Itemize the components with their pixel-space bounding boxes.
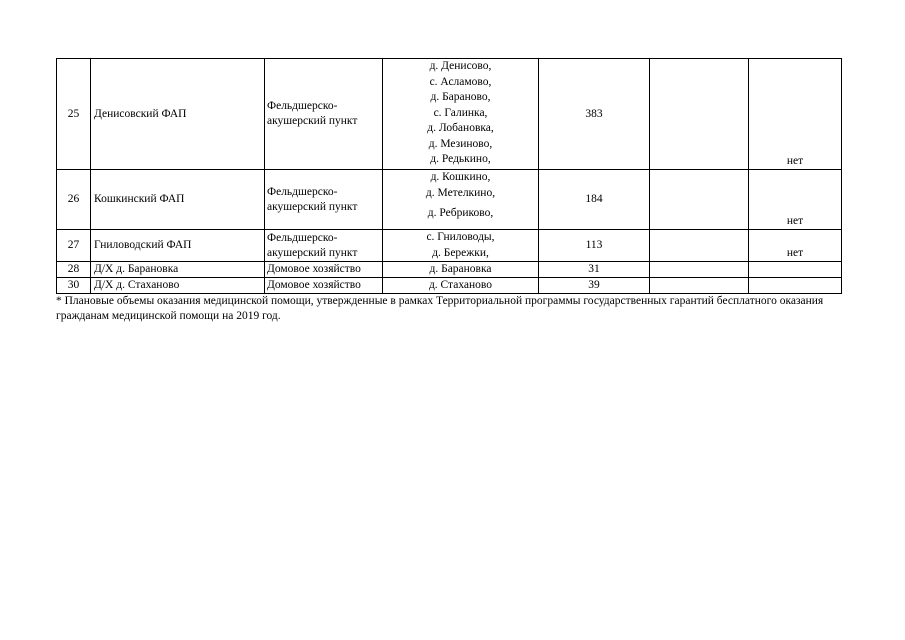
facility-type bbox=[265, 230, 383, 262]
empty-cell bbox=[650, 59, 749, 170]
table-row bbox=[57, 262, 842, 278]
settlement: д. Бережки, bbox=[432, 246, 489, 259]
population-cell: 31 bbox=[539, 262, 650, 278]
settlement: д. Метелкино, bbox=[425, 186, 496, 199]
settlements-cell bbox=[383, 170, 539, 230]
empty-cell bbox=[650, 170, 749, 230]
row-number: 30 bbox=[57, 278, 91, 294]
facility-type-line: Фельдшерско- bbox=[267, 185, 338, 198]
settlement: д. Денисово, bbox=[429, 60, 492, 72]
facility-type: Домовое хозяйство bbox=[265, 262, 383, 278]
table-row bbox=[57, 278, 842, 294]
table-row bbox=[57, 230, 842, 262]
row-number: 25 bbox=[57, 59, 91, 170]
settlement: д. Бараново, bbox=[430, 91, 491, 103]
facility-type bbox=[265, 170, 383, 230]
facility-name: Кошкинский ФАП bbox=[91, 170, 265, 230]
population-cell: 113 bbox=[539, 230, 650, 262]
settlements-cell bbox=[383, 59, 539, 170]
table-row bbox=[57, 59, 842, 170]
row-number: 28 bbox=[57, 262, 91, 278]
note-cell: нет bbox=[749, 59, 842, 170]
note-cell bbox=[749, 278, 842, 294]
empty-cell bbox=[650, 262, 749, 278]
settlements-cell: д. Барановка bbox=[383, 262, 539, 278]
facility-name: Гниловодский ФАП bbox=[91, 230, 265, 262]
settlement: с. Галинка, bbox=[433, 106, 488, 119]
settlements-cell: д. Стаханово bbox=[383, 278, 539, 294]
settlement: д. Лобановка, bbox=[427, 122, 494, 134]
facility-type-line: акушерский пункт bbox=[267, 246, 358, 259]
population-cell: 39 bbox=[539, 278, 650, 294]
note-cell: нет bbox=[749, 230, 842, 262]
settlement: д. Мезиново, bbox=[428, 137, 493, 150]
facility-type-line: акушерский пункт bbox=[267, 115, 358, 127]
settlement: д. Редькино, bbox=[430, 153, 491, 165]
facility-name: Д/Х д. Стаханово bbox=[91, 278, 265, 294]
facility-type-line: Фельдшерско- bbox=[267, 100, 338, 112]
empty-cell bbox=[650, 230, 749, 262]
settlement: с. Асламово, bbox=[429, 75, 492, 88]
facility-type-line: акушерский пункт bbox=[267, 200, 358, 213]
facility-type bbox=[265, 59, 383, 170]
facility-name: Д/Х д. Барановка bbox=[91, 262, 265, 278]
note-cell: нет bbox=[749, 170, 842, 230]
population-cell: 383 bbox=[539, 59, 650, 170]
empty-cell bbox=[650, 278, 749, 294]
settlement: с. Гниловоды, bbox=[426, 231, 495, 243]
footnote: * Плановые объемы оказания медицинской помощи, утвержденные в рамках Территориальной программы государственных гарантий бесплатного оказания гражданам медицинской помощи на 2019 год. bbox=[56, 295, 824, 322]
facility-name: Денисовский ФАП bbox=[91, 59, 265, 170]
row-number: 26 bbox=[57, 170, 91, 230]
medical-facilities-table bbox=[56, 58, 842, 294]
settlements-cell bbox=[383, 230, 539, 262]
table-row bbox=[57, 170, 842, 230]
population-cell: 184 bbox=[539, 170, 650, 230]
settlement: д. Ребриково, bbox=[427, 207, 494, 219]
note-cell bbox=[749, 262, 842, 278]
row-number: 27 bbox=[57, 230, 91, 262]
facility-type: Домовое хозяйство bbox=[265, 278, 383, 294]
facility-type-line: Фельдшерско- bbox=[267, 231, 338, 244]
settlement: д. Кошкино, bbox=[430, 171, 491, 183]
